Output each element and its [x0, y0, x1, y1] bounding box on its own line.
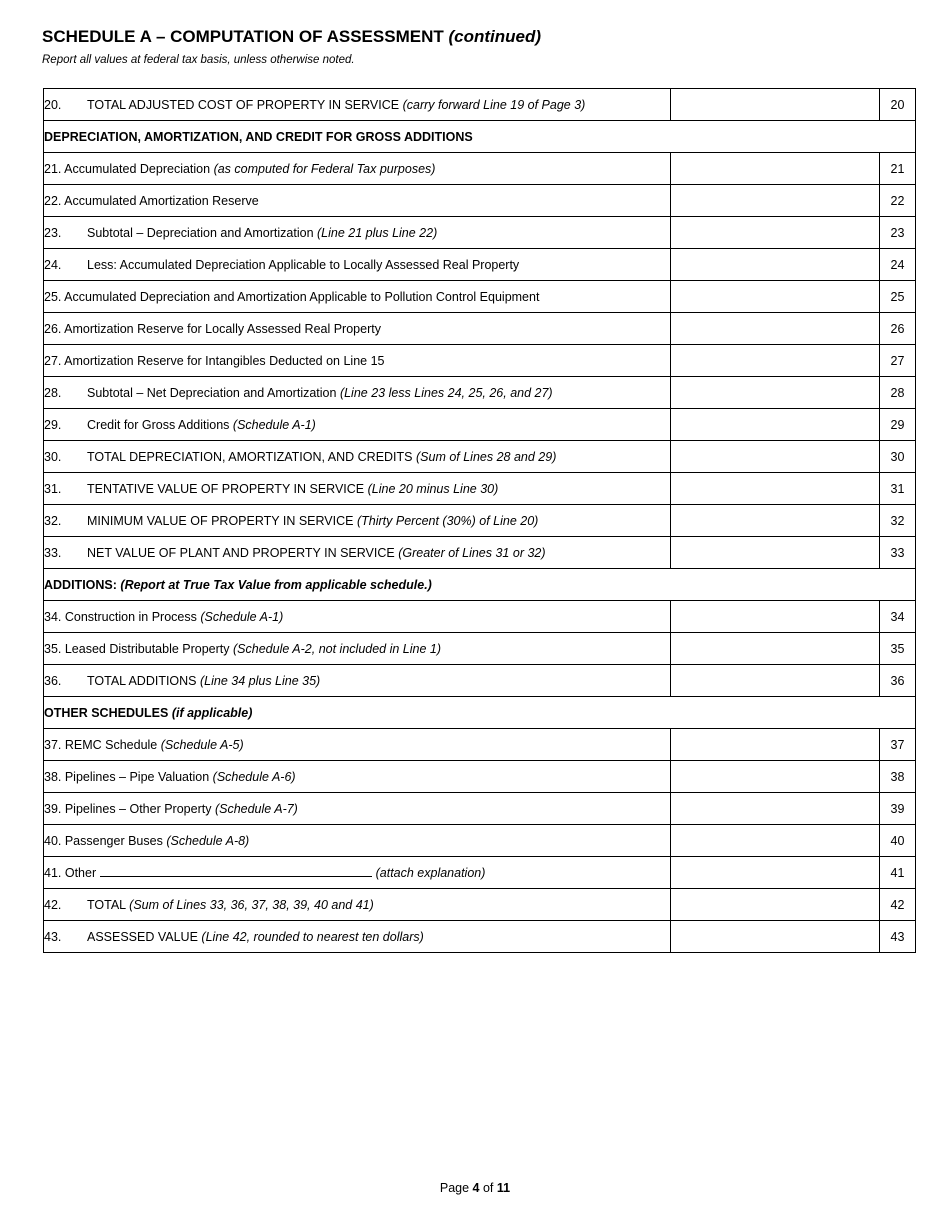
section-label: ADDITIONS:	[44, 577, 117, 592]
line-number: 32	[880, 505, 916, 537]
line-number: 26	[880, 313, 916, 345]
section-label: DEPRECIATION, AMORTIZATION, AND CREDIT FOR GROSS ADDITIONS	[44, 129, 473, 144]
form-row	[44, 793, 916, 825]
form-row	[44, 473, 916, 505]
line-label: Less: Accumulated Depreciation Applicable to Locally Assessed Real Property	[87, 257, 520, 272]
line-number: 27	[880, 345, 916, 377]
line-description	[44, 825, 671, 857]
line-label: 41. Other	[44, 865, 97, 880]
amount-field-line-25[interactable]	[671, 281, 880, 313]
page-of: of	[482, 1181, 494, 1195]
amount-field-line-38[interactable]	[671, 761, 880, 793]
line-number: 21	[880, 153, 916, 185]
line-note: (Schedule A-5)	[160, 737, 244, 752]
line-number: 20	[880, 89, 916, 121]
assessment-table-body	[44, 89, 916, 953]
line-note: (as computed for Federal Tax purposes)	[213, 161, 436, 176]
line-description	[44, 89, 671, 121]
form-row	[44, 377, 916, 409]
line-description	[44, 633, 671, 665]
line-number: 25	[880, 281, 916, 313]
line-number-prefix: 31.	[44, 481, 62, 496]
line-number: 37	[880, 729, 916, 761]
line-label: TENTATIVE VALUE OF PROPERTY IN SERVICE	[87, 481, 365, 496]
line-number: 29	[880, 409, 916, 441]
line-label: TOTAL DEPRECIATION, AMORTIZATION, AND CREDITS	[87, 449, 413, 464]
amount-field-line-40[interactable]	[671, 825, 880, 857]
form-row	[44, 601, 916, 633]
line-note: (attach explanation)	[375, 865, 486, 880]
line-note: (Schedule A-6)	[212, 769, 296, 784]
line-number: 30	[880, 441, 916, 473]
line-number: 38	[880, 761, 916, 793]
line-label: 26. Amortization Reserve for Locally Assessed Real Property	[44, 321, 381, 336]
line-label: 39. Pipelines – Other Property	[44, 801, 212, 816]
section-heading	[44, 569, 916, 601]
line-note: (Schedule A-1)	[200, 609, 284, 624]
section-heading	[44, 121, 916, 153]
line-note: (carry forward Line 19 of Page 3)	[402, 97, 586, 112]
line-number-prefix: 42.	[44, 897, 62, 912]
line-number-prefix: 33.	[44, 545, 62, 560]
amount-field-line-39[interactable]	[671, 793, 880, 825]
line-note: (Schedule A-7)	[214, 801, 298, 816]
line-description	[44, 249, 671, 281]
amount-field-line-20[interactable]	[671, 89, 880, 121]
section-label: OTHER SCHEDULES	[44, 705, 169, 720]
amount-field-line-35[interactable]	[671, 633, 880, 665]
line-description	[44, 473, 671, 505]
line-note: (Schedule A-2, not included in Line 1)	[233, 641, 442, 656]
line-description	[44, 281, 671, 313]
assessment-table	[43, 88, 916, 953]
form-row	[44, 441, 916, 473]
amount-field-line-27[interactable]	[671, 345, 880, 377]
line-label: 21. Accumulated Depreciation	[44, 161, 211, 176]
line-label: TOTAL ADDITIONS	[87, 673, 197, 688]
line-number: 33	[880, 537, 916, 569]
form-row	[44, 505, 916, 537]
form-row	[44, 857, 916, 889]
line-label: MINIMUM VALUE OF PROPERTY IN SERVICE	[87, 513, 354, 528]
section-row	[44, 569, 916, 601]
line-description	[44, 537, 671, 569]
line-note: (Schedule A-1)	[232, 417, 316, 432]
line-description	[44, 345, 671, 377]
line-label: 38. Pipelines – Pipe Valuation	[44, 769, 210, 784]
section-note: (if applicable)	[171, 705, 253, 720]
line-label: 22. Accumulated Amortization Reserve	[44, 193, 259, 208]
section-heading	[44, 697, 916, 729]
line-description	[44, 601, 671, 633]
line-number-prefix: 36.	[44, 673, 62, 688]
line-label: Subtotal – Depreciation and Amortization	[87, 225, 314, 240]
line-label: 37. REMC Schedule	[44, 737, 158, 752]
line-description	[44, 185, 671, 217]
form-row	[44, 313, 916, 345]
line-description	[44, 377, 671, 409]
line-number: 28	[880, 377, 916, 409]
amount-field-line-36[interactable]	[671, 665, 880, 697]
page-current: 4	[472, 1181, 480, 1195]
line-label: 34. Construction in Process	[44, 609, 197, 624]
line-number-prefix: 30.	[44, 449, 62, 464]
line-number: 34	[880, 601, 916, 633]
line-note: (Line 23 less Lines 24, 25, 26, and 27)	[339, 385, 553, 400]
amount-field-line-26[interactable]	[671, 313, 880, 345]
line-number: 24	[880, 249, 916, 281]
line-description	[44, 921, 671, 953]
line-number: 43	[880, 921, 916, 953]
line-description	[44, 313, 671, 345]
form-row	[44, 153, 916, 185]
form-row	[44, 729, 916, 761]
other-description-blank[interactable]	[100, 866, 372, 877]
amount-field-line-33[interactable]	[671, 537, 880, 569]
title-text: SCHEDULE A – COMPUTATION OF ASSESSMENT	[42, 27, 444, 46]
line-note: (Greater of Lines 31 or 32)	[398, 545, 546, 560]
line-description	[44, 409, 671, 441]
form-row	[44, 633, 916, 665]
line-number-prefix: 23.	[44, 225, 62, 240]
amount-field-line-41[interactable]	[671, 857, 880, 889]
form-row	[44, 89, 916, 121]
line-number-prefix: 24.	[44, 257, 62, 272]
line-number: 31	[880, 473, 916, 505]
line-label: TOTAL	[87, 897, 126, 912]
amount-field-line-21[interactable]	[671, 153, 880, 185]
line-label: TOTAL ADJUSTED COST OF PROPERTY IN SERVICE	[87, 97, 400, 112]
form-row	[44, 185, 916, 217]
line-number: 41	[880, 857, 916, 889]
line-label: Credit for Gross Additions	[87, 417, 230, 432]
line-label: ASSESSED VALUE	[87, 929, 198, 944]
form-row	[44, 889, 916, 921]
amount-field-line-22[interactable]	[671, 185, 880, 217]
amount-field-line-42[interactable]	[671, 889, 880, 921]
line-number: 23	[880, 217, 916, 249]
line-number-prefix: 43.	[44, 929, 62, 944]
form-row	[44, 409, 916, 441]
amount-field-line-32[interactable]	[671, 505, 880, 537]
line-note: (Thirty Percent (30%) of Line 20)	[356, 513, 539, 528]
page-footer	[0, 1181, 950, 1195]
line-number: 22	[880, 185, 916, 217]
form-row	[44, 281, 916, 313]
page-total: 11	[496, 1181, 511, 1195]
form-row	[44, 825, 916, 857]
form-row	[44, 921, 916, 953]
line-number: 40	[880, 825, 916, 857]
amount-field-line-31[interactable]	[671, 473, 880, 505]
line-note: (Sum of Lines 28 and 29)	[416, 449, 557, 464]
line-number-prefix: 29.	[44, 417, 62, 432]
line-note: (Line 20 minus Line 30)	[367, 481, 499, 496]
page-label: Page	[439, 1181, 470, 1195]
amount-field-line-30[interactable]	[671, 441, 880, 473]
section-row	[44, 121, 916, 153]
line-description	[44, 889, 671, 921]
page-title	[42, 27, 541, 47]
line-number: 42	[880, 889, 916, 921]
form-row	[44, 217, 916, 249]
form-row	[44, 665, 916, 697]
line-number-prefix: 20.	[44, 97, 62, 112]
line-description	[44, 153, 671, 185]
line-label: NET VALUE OF PLANT AND PROPERTY IN SERVICE	[87, 545, 395, 560]
page-subtitle: Report all values at federal tax basis, unless otherwise noted.	[42, 54, 355, 66]
form-row	[44, 345, 916, 377]
line-number-prefix: 28.	[44, 385, 62, 400]
line-description	[44, 217, 671, 249]
amount-field-line-43[interactable]	[671, 921, 880, 953]
line-number: 36	[880, 665, 916, 697]
line-note: (Line 21 plus Line 22)	[317, 225, 438, 240]
line-label: 25. Accumulated Depreciation and Amortization Applicable to Pollution Control Equipment	[44, 289, 540, 304]
line-description	[44, 441, 671, 473]
section-note: (Report at True Tax Value from applicable schedule.)	[120, 577, 432, 592]
line-label: 40. Passenger Buses	[44, 833, 163, 848]
form-row	[44, 537, 916, 569]
section-row	[44, 697, 916, 729]
form-row	[44, 761, 916, 793]
line-description	[44, 857, 671, 889]
line-number: 39	[880, 793, 916, 825]
amount-field-line-34[interactable]	[671, 601, 880, 633]
amount-field-line-23[interactable]	[671, 217, 880, 249]
line-note: (Line 34 plus Line 35)	[200, 673, 321, 688]
line-description	[44, 505, 671, 537]
amount-field-line-28[interactable]	[671, 377, 880, 409]
line-note: (Line 42, rounded to nearest ten dollars)	[201, 929, 424, 944]
line-label: 27. Amortization Reserve for Intangibles Deducted on Line 15	[44, 353, 385, 368]
line-description	[44, 761, 671, 793]
title-suffix: (continued)	[448, 27, 542, 46]
line-description	[44, 729, 671, 761]
amount-field-line-24[interactable]	[671, 249, 880, 281]
line-description	[44, 665, 671, 697]
line-label: Subtotal – Net Depreciation and Amortization	[87, 385, 337, 400]
form-row	[44, 249, 916, 281]
line-number: 35	[880, 633, 916, 665]
line-note: (Sum of Lines 33, 36, 37, 38, 39, 40 and 41)	[129, 897, 374, 912]
line-note: (Schedule A-8)	[166, 833, 250, 848]
amount-field-line-37[interactable]	[671, 729, 880, 761]
amount-field-line-29[interactable]	[671, 409, 880, 441]
line-label: 35. Leased Distributable Property	[44, 641, 230, 656]
line-number-prefix: 32.	[44, 513, 62, 528]
line-description	[44, 793, 671, 825]
